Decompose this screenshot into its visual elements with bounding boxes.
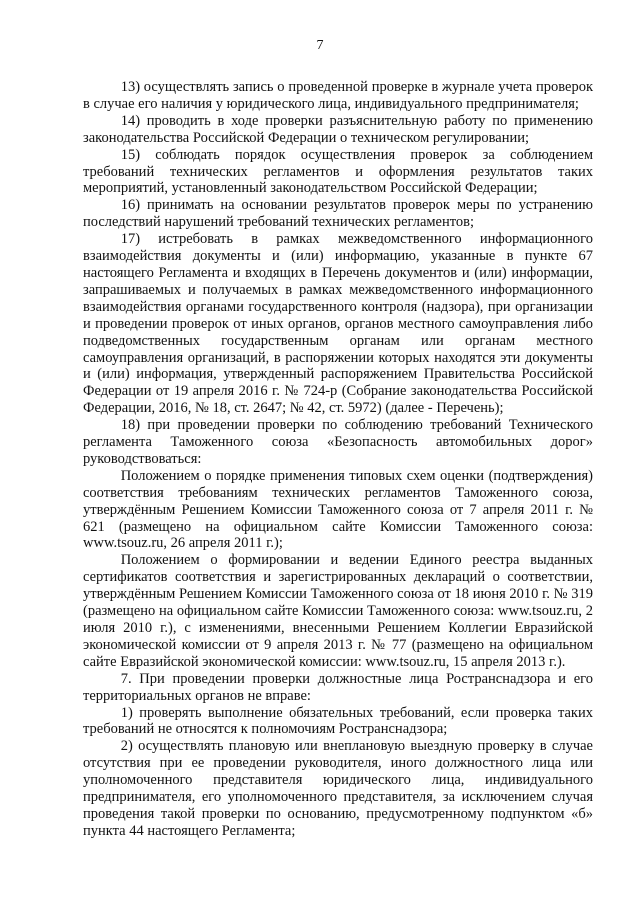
document-body (83, 79, 593, 840)
paragraph-item-15: 15) соблюдать порядок осуществления проверок за соблюдением требований технических регламентов и оформления результатов таких мероприятий, установленный законодательством Российской Федерации; (83, 146, 593, 197)
paragraph-prohibition-2: 2) осуществлять плановую или внеплановую выездную проверку в случае отсутствия при ее проведении руководителя, иного должностного лица или уполномоченного представителя юридического лица, индивидуального предпринимателя, его уполномоченного представителя, за исключением случая проведения такой проверки по основанию, предусмотренному подпунктом «б» пункта 44 настоящего Регламента; (83, 738, 593, 839)
paragraph-regulation-319: Положением о формировании и ведении Единого реестра выданных сертификатов соответствия и зарегистрированных деклараций о соответствии, утверждённым Решением Комиссии Таможенного союза от 18 июня 2010 г. № 319 (размещено на официальном сайте Комиссии Таможенного союза: www.tsouz.ru, 2 июля 2010 г.), с изменениями, внесенными Решением Коллегии Евразийской экономической комиссии от 9 апреля 2013 г. № 77 (размещено на официальном сайте Евразийской экономической комиссии: www.tsouz.ru, 15 апреля 2013 г.). (83, 552, 593, 670)
paragraph-item-14: 14) проводить в ходе проверки разъяснительную работу по применению законодательства Российской Федерации о техническом регулировании; (83, 112, 593, 146)
paragraph-regulation-621: Положением о порядке применения типовых схем оценки (подтверждения) соответствия требованиям технических регламентов Таможенного союза, утверждённым Решением Комиссии Таможенного союза от 7 апреля 2011 г. № 621 (размещено на официальном сайте Комиссии Таможенного союза: www.tsouz.ru, 26 апреля 2011 г.); (83, 467, 593, 552)
paragraph-section-7: 7. При проведении проверки должностные лица Ространснадзора и его территориальных органов не вправе: (83, 670, 593, 704)
paragraph-item-16: 16) принимать на основании результатов проверок меры по устранению последствий нарушений требований технических регламентов; (83, 197, 593, 231)
paragraph-item-18: 18) при проведении проверки по соблюдению требований Технического регламента Таможенного союза «Безопасность автомобильных дорог» руководствоваться: (83, 417, 593, 467)
paragraph-prohibition-1: 1) проверять выполнение обязательных требований, если проверка таких требований не относятся к полномочиям Ространснадзора; (83, 704, 593, 738)
paragraph-item-13: 13) осуществлять запись о проведенной проверке в журнале учета проверок в случае его наличия у юридического лица, индивидуального предпринимателя; (83, 79, 593, 112)
paragraph-item-17: 17) истребовать в рамках межведомственного информационного взаимодействия документы и (или) информацию, указанные в пункте 67 настоящего Регламента и входящих в Перечень документов и (или) информации, запрашиваемых и получаемых в рамках межведомственного информационного взаимодействия органами государственного контроля (надзора), при организации и проведении проверок от иных органов, органов местного самоуправления либо подведомственных государственным органам или органам местного самоуправления организаций, в распоряжении которых находятся эти документы и (или) информация, утвержденный распоряжением Правительства Российской Федерации от 19 апреля 2016 г. № 724-р (Собрание законодательства Российской Федерации, 2016, № 18, ст. 2647; № 42, ст. 5972) (далее - Перечень); (83, 231, 593, 417)
page-number: 7 (316, 38, 324, 53)
